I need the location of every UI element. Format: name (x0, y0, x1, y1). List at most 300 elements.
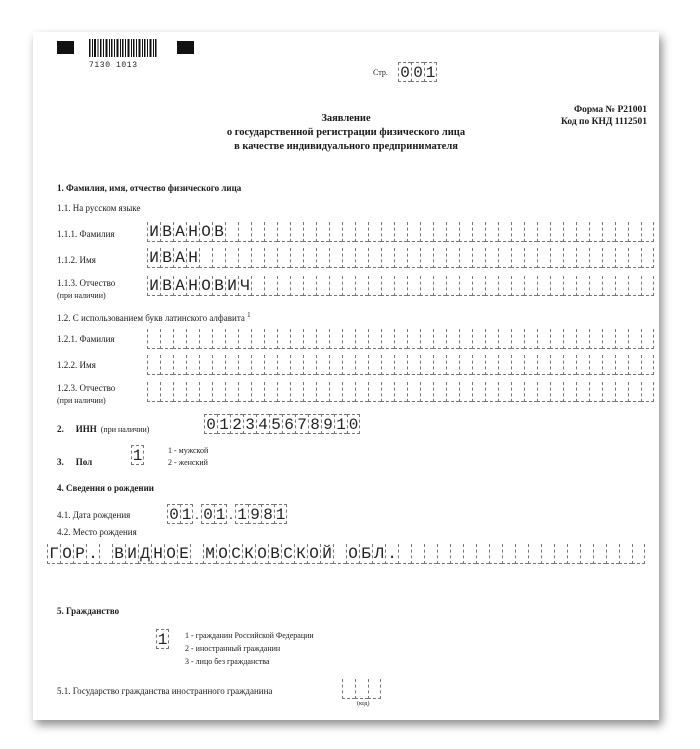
latin-subheading-text: 1.2. С использованием букв латинского алфавита (57, 313, 245, 323)
char-cell: О (60, 544, 73, 564)
page-label: Стр. (373, 68, 388, 77)
char-cell (394, 248, 407, 268)
char-cell (394, 355, 407, 375)
char-cell: 5 (269, 414, 282, 434)
char-cell (628, 355, 641, 375)
char-cell: 1 (275, 506, 286, 524)
char-cell: 9 (248, 504, 261, 524)
char-cell: К (242, 544, 255, 564)
char-cell (368, 382, 381, 402)
char-cell (615, 248, 628, 268)
char-cell (420, 276, 433, 296)
char-cell (524, 248, 537, 268)
char-cell (524, 222, 537, 242)
birth-place-label: 4.2. Место рождения (57, 527, 137, 537)
char-cell: 7 (295, 414, 308, 434)
page-digit-cell: 0 (398, 62, 411, 82)
char-cell: К (294, 544, 307, 564)
char-cell (589, 276, 602, 296)
char-cell (381, 355, 394, 375)
char-cell: И (147, 248, 160, 268)
char-cell (407, 382, 420, 402)
char-cell (641, 329, 654, 349)
char-cell (589, 248, 602, 268)
char-cell: С (281, 544, 294, 564)
gender-option-2: 2 - женский (168, 458, 208, 467)
page-digit-cell: 1 (425, 64, 436, 82)
birth-date-label: 4.1. Дата рождения (57, 510, 131, 520)
latin-patronymic-cells (147, 382, 654, 402)
char-cell (160, 355, 173, 375)
char-cell (147, 329, 160, 349)
char-cell (186, 355, 199, 375)
name-label: 1.1.2. Имя (57, 255, 96, 265)
char-cell (602, 276, 615, 296)
char-cell: В (112, 544, 125, 564)
char-cell (342, 679, 355, 699)
char-cell (554, 544, 567, 564)
char-cell (290, 248, 303, 268)
char-cell (498, 248, 511, 268)
latin-name-cells (147, 355, 654, 375)
char-cell (459, 222, 472, 242)
knd-code: Код по КНД 1112501 (560, 117, 647, 127)
char-cell (398, 544, 411, 564)
char-cell (498, 222, 511, 242)
char-cell (212, 329, 225, 349)
char-cell: А (173, 248, 186, 268)
char-cell (251, 276, 264, 296)
date-separator: . (195, 508, 199, 523)
char-cell (394, 276, 407, 296)
char-cell (446, 355, 459, 375)
char-cell (173, 329, 186, 349)
char-cell (251, 248, 264, 268)
char-cell (329, 355, 342, 375)
char-cell (316, 222, 329, 242)
char-cell: 1 (235, 504, 248, 524)
char-cell (277, 248, 290, 268)
char-cell: В (268, 544, 281, 564)
char-cell (147, 355, 160, 375)
char-cell: А (173, 222, 186, 242)
char-cell (251, 355, 264, 375)
char-cell (537, 382, 550, 402)
char-cell (355, 329, 368, 349)
char-cell (615, 382, 628, 402)
char-cell (472, 329, 485, 349)
char-cell (459, 248, 472, 268)
char-cell (368, 355, 381, 375)
char-cell (381, 329, 394, 349)
char-cell: 8 (261, 504, 274, 524)
char-cell (602, 329, 615, 349)
char-cell (524, 276, 537, 296)
gender-number: 3. (57, 457, 64, 467)
char-cell: 9 (321, 414, 334, 434)
char-cell: 1 (157, 631, 168, 649)
char-cell (446, 382, 459, 402)
char-cell (303, 276, 316, 296)
char-cell (190, 544, 203, 564)
latin-patronymic-label: 1.2.3. Отчество (57, 383, 116, 393)
char-cell (329, 248, 342, 268)
gender-cell (131, 445, 144, 465)
char-cell (576, 222, 589, 242)
code-note: (код) (357, 701, 370, 707)
char-cell (277, 355, 290, 375)
char-cell (420, 222, 433, 242)
char-cell (99, 544, 112, 564)
char-cell (446, 276, 459, 296)
char-cell (615, 355, 628, 375)
char-cell (589, 382, 602, 402)
char-cell: Н (186, 248, 199, 268)
char-cell: М (203, 544, 216, 564)
char-cell: Ч (238, 276, 251, 296)
char-cell (602, 222, 615, 242)
char-cell (264, 355, 277, 375)
char-cell (472, 276, 485, 296)
char-cell (407, 276, 420, 296)
char-cell (511, 382, 524, 402)
char-cell (225, 222, 238, 242)
foreign-state-label: 5.1. Государство гражданства иностранного гражданина (57, 686, 273, 696)
char-cell (433, 222, 446, 242)
char-cell (537, 248, 550, 268)
char-cell (489, 544, 502, 564)
char-cell (290, 382, 303, 402)
char-cell (355, 222, 368, 242)
char-cell (173, 355, 186, 375)
char-cell: И (147, 276, 160, 296)
char-cell (563, 222, 576, 242)
char-cell (251, 222, 264, 242)
char-cell (576, 276, 589, 296)
char-cell (303, 329, 316, 349)
char-cell (186, 329, 199, 349)
char-cell (511, 248, 524, 268)
char-cell: Г (47, 544, 60, 564)
char-cell (615, 329, 628, 349)
char-cell (420, 329, 433, 349)
char-cell: 1 (334, 414, 347, 434)
char-cell (602, 248, 615, 268)
char-cell (342, 222, 355, 242)
char-cell (316, 329, 329, 349)
char-cell (550, 276, 563, 296)
citizenship-cell (156, 629, 169, 649)
char-cell (524, 382, 537, 402)
char-cell (355, 679, 368, 699)
foreign-state-code-cells (342, 679, 381, 699)
char-cell (420, 382, 433, 402)
char-cell (199, 355, 212, 375)
char-cell: О (216, 544, 229, 564)
birth-year-cells (235, 504, 287, 528)
char-cell (342, 276, 355, 296)
date-separator: . (229, 508, 233, 523)
char-cell (524, 355, 537, 375)
char-cell (576, 248, 589, 268)
barcode (88, 39, 158, 61)
char-cell (537, 222, 550, 242)
char-cell (411, 544, 424, 564)
char-cell (463, 544, 476, 564)
latin-name-label: 1.2.2. Имя (57, 360, 96, 370)
char-cell (355, 355, 368, 375)
char-cell: . (385, 544, 398, 564)
char-cell (381, 248, 394, 268)
char-cell (424, 544, 437, 564)
char-cell (225, 248, 238, 268)
char-cell (303, 355, 316, 375)
char-cell (303, 222, 316, 242)
char-cell (355, 382, 368, 402)
char-cell (342, 355, 355, 375)
char-cell (537, 355, 550, 375)
char-cell (316, 382, 329, 402)
inn-cells (204, 414, 360, 434)
char-cell: И (125, 544, 138, 564)
char-cell (381, 276, 394, 296)
char-cell (277, 329, 290, 349)
char-cell: 4 (256, 414, 269, 434)
char-cell (420, 248, 433, 268)
char-cell (615, 222, 628, 242)
char-cell (212, 248, 225, 268)
char-cell (368, 248, 381, 268)
char-cell (589, 222, 602, 242)
char-cell (290, 276, 303, 296)
latin-subheading (57, 311, 251, 323)
char-cell (446, 248, 459, 268)
char-cell (446, 222, 459, 242)
latin-surname-cells (147, 329, 654, 349)
citizenship-option-2: 2 - иностранный гражданин (185, 644, 281, 653)
char-cell (485, 222, 498, 242)
gender-option-1: 1 - мужской (168, 446, 209, 455)
char-cell (550, 248, 563, 268)
char-cell (329, 222, 342, 242)
char-cell (147, 382, 160, 402)
char-cell (238, 222, 251, 242)
char-cell: 2 (230, 414, 243, 434)
char-cell (459, 355, 472, 375)
char-cell: О (346, 544, 359, 564)
char-cell (342, 248, 355, 268)
birth-day-cells (167, 504, 193, 528)
char-cell: О (307, 544, 320, 564)
char-cell (628, 382, 641, 402)
char-cell (186, 382, 199, 402)
char-cell: О (199, 276, 212, 296)
char-cell (290, 355, 303, 375)
char-cell (472, 382, 485, 402)
char-cell (459, 276, 472, 296)
char-cell (576, 382, 589, 402)
char-cell (394, 382, 407, 402)
char-cell: 1 (217, 414, 230, 434)
char-cell (485, 355, 498, 375)
char-cell: В (212, 276, 225, 296)
char-cell (199, 329, 212, 349)
char-cell (628, 276, 641, 296)
char-cell (160, 382, 173, 402)
section-4-heading: 4. Сведения о рождении (57, 483, 154, 493)
char-cell (632, 544, 645, 564)
char-cell: . (86, 544, 99, 564)
char-cell (511, 329, 524, 349)
char-cell (264, 248, 277, 268)
char-cell (303, 248, 316, 268)
russian-subheading: 1.1. На русском языке (57, 203, 141, 213)
char-cell (450, 544, 463, 564)
char-cell (641, 382, 654, 402)
char-cell (485, 276, 498, 296)
char-cell (511, 355, 524, 375)
char-cell (264, 222, 277, 242)
birth-date-cells (167, 504, 287, 528)
char-cell (498, 355, 511, 375)
inn-number: 2. (57, 424, 64, 434)
char-cell: А (173, 276, 186, 296)
char-cell (277, 276, 290, 296)
gender-label-group (57, 452, 92, 470)
char-cell: В (160, 276, 173, 296)
char-cell (563, 248, 576, 268)
char-cell (550, 329, 563, 349)
section-5-heading: 5. Гражданство (57, 606, 120, 616)
citizenship-option-3: 3 - лицо без гражданства (185, 657, 270, 666)
char-cell (472, 248, 485, 268)
char-cell: 0 (348, 416, 359, 434)
char-cell (329, 382, 342, 402)
char-cell (541, 544, 554, 564)
char-cell (264, 382, 277, 402)
char-cell (580, 544, 593, 564)
char-cell: 0 (204, 414, 217, 434)
char-cell (342, 382, 355, 402)
char-cell: Н (186, 222, 199, 242)
char-cell (563, 329, 576, 349)
char-cell (563, 382, 576, 402)
char-cell: Н (151, 544, 164, 564)
char-cell (407, 355, 420, 375)
birth-place-cells (47, 544, 645, 564)
char-cell (303, 382, 316, 402)
char-cell: О (164, 544, 177, 564)
char-cell (472, 222, 485, 242)
surname-cells (147, 222, 654, 242)
char-cell: О (199, 222, 212, 242)
char-cell (368, 679, 381, 699)
char-cell (628, 222, 641, 242)
char-cell (589, 355, 602, 375)
char-cell (498, 382, 511, 402)
char-cell (199, 382, 212, 402)
document-title (33, 112, 659, 154)
char-cell (199, 248, 212, 268)
char-cell (316, 248, 329, 268)
char-cell (602, 382, 615, 402)
section-1-heading: 1. Фамилия, имя, отчество физического лица (57, 183, 242, 193)
char-cell (615, 276, 628, 296)
char-cell (550, 382, 563, 402)
char-cell (316, 276, 329, 296)
char-cell (641, 248, 654, 268)
patronymic-cells (147, 276, 654, 296)
page-number-cells (398, 62, 437, 82)
char-cell: Б (359, 544, 372, 564)
latin-footnote-marker: 1 (247, 311, 251, 319)
title-line-2: о государственной регистрации физического лица (226, 127, 466, 138)
char-cell: 0 (167, 504, 180, 524)
inn-label: ИНН (75, 424, 97, 434)
char-cell (550, 355, 563, 375)
patronymic-note: (при наличии) (57, 291, 106, 300)
char-cell: 1 (181, 506, 192, 524)
char-cell (511, 276, 524, 296)
char-cell (381, 382, 394, 402)
char-cell (641, 355, 654, 375)
char-cell (368, 329, 381, 349)
page-digit-cell: 0 (411, 62, 424, 82)
gender-label: Пол (75, 457, 93, 467)
char-cell (589, 329, 602, 349)
form-page (33, 32, 659, 720)
char-cell (316, 355, 329, 375)
char-cell: 1 (132, 447, 143, 465)
char-cell (641, 222, 654, 242)
char-cell (342, 329, 355, 349)
char-cell (446, 329, 459, 349)
char-cell: Н (186, 276, 199, 296)
char-cell (524, 329, 537, 349)
char-cell (498, 329, 511, 349)
citizenship-option-1: 1 - гражданин Российской Федерации (185, 631, 314, 640)
char-cell (628, 248, 641, 268)
char-cell (264, 276, 277, 296)
latin-patronymic-note: (при наличии) (57, 396, 106, 405)
char-cell (511, 222, 524, 242)
char-cell: 1 (215, 506, 226, 524)
char-cell (368, 276, 381, 296)
inn-label-group (57, 419, 149, 437)
char-cell: Р (73, 544, 86, 564)
char-cell (459, 382, 472, 402)
char-cell (476, 544, 489, 564)
char-cell (606, 544, 619, 564)
char-cell (515, 544, 528, 564)
char-cell (277, 222, 290, 242)
char-cell (437, 544, 450, 564)
char-cell (225, 355, 238, 375)
char-cell (550, 222, 563, 242)
char-cell (277, 382, 290, 402)
char-cell (238, 248, 251, 268)
inn-note: (при наличии) (100, 425, 150, 434)
corner-marker-left (57, 41, 74, 54)
char-cell (225, 329, 238, 349)
char-cell (212, 382, 225, 402)
char-cell (498, 276, 511, 296)
char-cell (528, 544, 541, 564)
char-cell (433, 355, 446, 375)
char-cell (264, 329, 277, 349)
char-cell: В (160, 222, 173, 242)
char-cell (355, 276, 368, 296)
